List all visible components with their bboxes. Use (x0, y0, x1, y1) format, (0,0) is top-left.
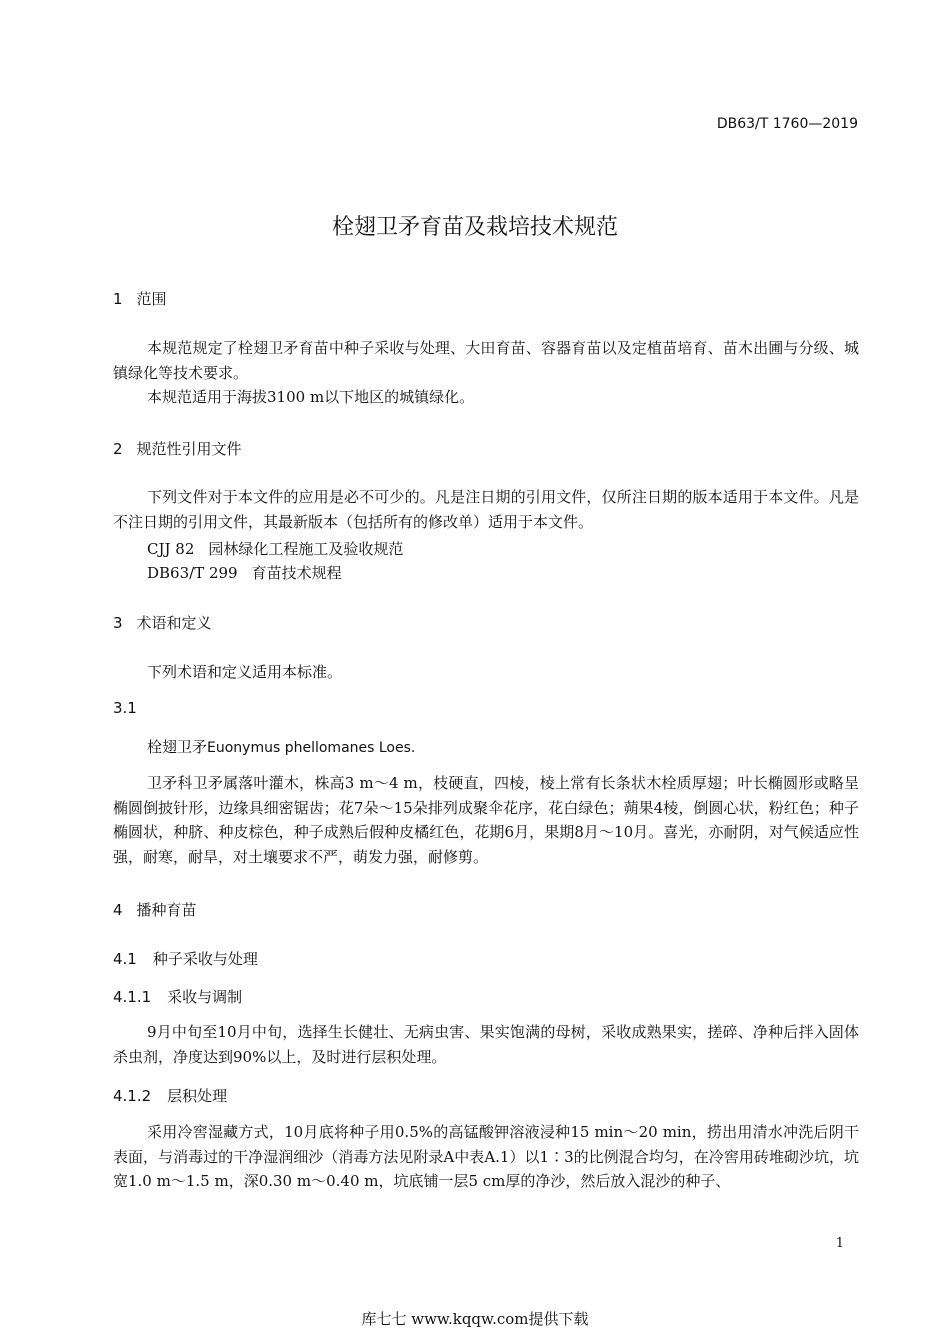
section-3-paragraph-1: 下列术语和定义适用本标准。 (147, 663, 343, 681)
section-number: 3 (113, 614, 123, 632)
term-definition: 卫矛科卫矛属落叶灌木，株高3 m～4 m，枝硬直，四棱，棱上常有长条状木栓质厚翅；叶长椭圆形或略呈椭圆倒披针形，边缘具细密锯齿；花7朵～15朵排列成聚伞花序，花白绿色；蒴果4棱，倒圆心状，粉红色；种子椭圆状，种脐、种皮棕色，种子成熟后假种皮橘红色，花期6月，果期8月～10月。喜光，亦耐阴，对气候适应性强，耐寒，耐旱，对土壤要求不严，萌发力强，耐修剪。 (113, 774, 859, 866)
section-number: 4.1.2 (113, 1087, 152, 1105)
reference-code: DB63/T 299 (147, 564, 238, 582)
subsection-3-1-number: 3.1 (113, 699, 137, 717)
section-title: 规范性引用文件 (136, 440, 242, 458)
reference-name: 育苗技术规程 (251, 564, 342, 582)
section-1-heading (113, 288, 167, 309)
section-title: 层积处理 (167, 1087, 228, 1105)
reference-item (147, 562, 342, 583)
document-title: 栓翅卫矛育苗及栽培技术规范 (331, 215, 618, 240)
section-number: 4 (113, 901, 123, 919)
download-footer: 库七七 www.kqqw.com提供下载 (361, 1310, 589, 1328)
section-number: 2 (113, 440, 123, 458)
reference-item (147, 538, 403, 559)
section-4-1-1-paragraph: 9月中旬至10月中旬，选择生长健壮、无病虫害、果实饱满的母树，采收成熟果实，搓碎、净种后拌入固体杀虫剂，净度达到90%以上，及时进行层积处理。 (113, 1023, 859, 1066)
section-title: 范围 (136, 290, 167, 308)
term-chinese: 栓翅卫矛 (147, 738, 208, 756)
section-number: 4.1 (113, 950, 137, 968)
section-2-paragraph-1: 下列文件对于本文件的应用是必不可少的。凡是注日期的引用文件，仅所注日期的版本适用于本文件。凡是不注日期的引用文件，其最新版本（包括所有的修改单）适用于本文件。 (113, 488, 859, 531)
section-number: 4.1.1 (113, 988, 152, 1006)
section-title: 术语和定义 (136, 614, 212, 632)
section-4-1-1-heading (113, 986, 242, 1007)
section-4-1-2-heading (113, 1085, 227, 1106)
section-1-paragraph-1: 本规范规定了栓翅卫矛育苗中种子采收与处理、大田育苗、容器育苗以及定植苗培育、苗木出圃与分级、城镇绿化等技术要求。 (113, 339, 859, 382)
section-4-1-heading (113, 948, 258, 969)
section-4-heading (113, 899, 197, 920)
section-3-heading (113, 612, 212, 633)
section-2-heading (113, 438, 242, 459)
section-1-paragraph-2: 本规范适用于海拔3100 m以下地区的城镇绿化。 (147, 388, 475, 406)
reference-name: 园林绿化工程施工及验收规范 (208, 540, 404, 558)
term-entry (147, 736, 415, 757)
reference-code: CJJ 82 (147, 540, 195, 558)
section-4-1-2-paragraph: 采用冷窖湿藏方式，10月底将种子用0.5%的高锰酸钾溶液浸种15 min～20 min，捞出用清水冲洗后阴干表面，与消毒过的干净湿润细沙（消毒方法见附录A中表A.1）以1∶3的比例混合均匀，在冷窖用砖堆砌沙坑，坑宽1.0 m～1.5 m，深0.30 m～0.40 m，坑底铺一层5 cm厚的净沙，然后放入混沙的种子、 (113, 1123, 859, 1190)
section-title: 采收与调制 (167, 988, 243, 1006)
section-number: 1 (113, 290, 123, 308)
term-latin: Euonymus phellomanes Loes. (207, 740, 416, 756)
standard-code: DB63/T 1760—2019 (716, 116, 858, 132)
page-number: 1 (835, 1236, 844, 1251)
section-title: 种子采收与处理 (152, 950, 258, 968)
section-title: 播种育苗 (136, 901, 197, 919)
